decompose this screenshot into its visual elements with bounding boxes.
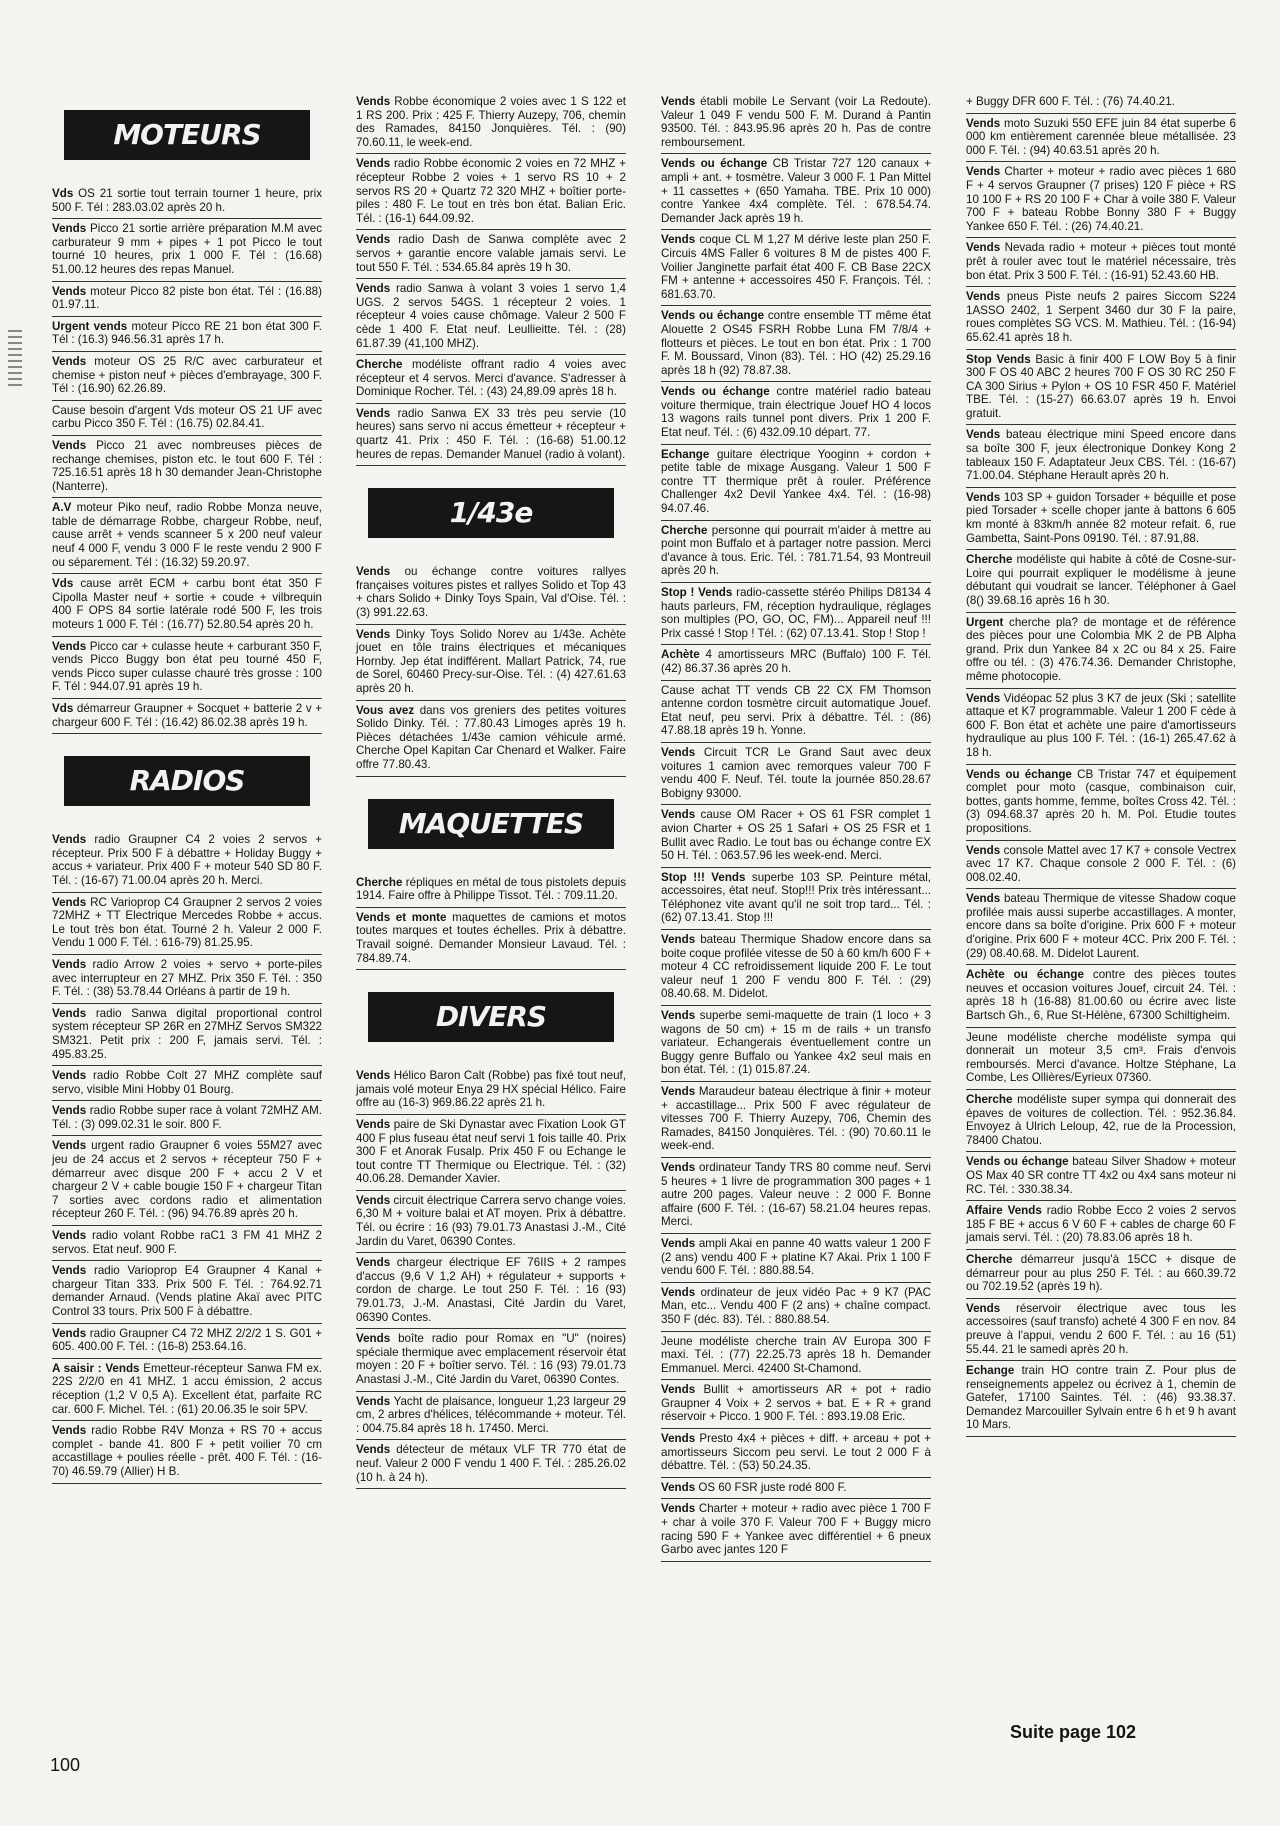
classified-ad	[52, 1066, 322, 1101]
classified-ad	[52, 317, 322, 352]
ad-text: cherche pla? de montage et de référence des pièces pour une Colombia MK 2 de PB Alpha grand. Prix dun Yankee 84 x 2C ou 84 x 25. Faire offre ou tél. : (3) 476.74.36. Demander Christophe, même photocopie.	[966, 615, 1236, 683]
ad-lead: Vends	[966, 843, 1001, 857]
ad-lead: Vends	[52, 1139, 87, 1153]
classified-ad	[966, 689, 1236, 765]
ad-lead: Vends ou échange	[661, 385, 770, 399]
classified-ad	[52, 1324, 322, 1359]
ad-lead: Vends	[52, 438, 87, 452]
classified-ad	[661, 154, 931, 230]
ad-lead: Vends	[356, 157, 391, 171]
ad-text: Emetteur-récepteur Sanwa FM ex. 22S 2/2/0 en 41 MHZ. 1 accu émission, 2 accus réception (1,2 V 0,5 A). Excellent état, parfaite RC car. 600 F. Michel. Tél. : (61) 20.06.35 le soir 5PV.	[52, 1361, 322, 1416]
ad-lead: Vends	[966, 490, 1001, 504]
ad-lead: Vends	[661, 1383, 696, 1397]
classified-ad	[966, 287, 1236, 349]
classified-ad	[966, 765, 1236, 841]
ad-lead: Vends	[356, 1332, 391, 1346]
ad-text: chargeur électrique EF 76IIS + 2 rampes d'accus (9,6 V 1,2 AH) + régulateur + supports + cordon de charge. Le tout 250 F. Tél. : 16 (93) 79.01.73, J.-M. Anastasi, Cité Jardin du Varet, 06390 Contes.	[356, 1256, 626, 1324]
classified-ad	[52, 1359, 322, 1421]
ad-lead: Cherche	[356, 358, 403, 372]
classified-ad	[356, 873, 626, 908]
ad-lead: Stop !!! Vends	[661, 870, 746, 884]
ad-text: ordinateur Tandy TRS 80 comme neuf. Servi 5 heures + 1 livre de programmation 300 pages + 1 autre 200 pages. Valeur neuve : 2 000 F. Bonne affaire (600 F. Tél. : (16-67) 58.21.04 heures repas. Merci.	[661, 1160, 931, 1229]
ad-text: train HO contre train Z. Pour plus de renseignements appelez ou écrivez à 1, chemin de Gatefer, 17100 Saintes. Tél. : (46) 93.38.37. Demandez Marcouiller Sylvain entre 6 h et 9 h avant 10 Mars.	[966, 1364, 1236, 1432]
classified-ad	[356, 404, 626, 466]
ad-text: répliques en métal de tous pistolets depuis 1914. Faire offre à Philippe Tissot. Tél. : 709.11.20.	[356, 875, 626, 903]
ad-text: démarreur Graupner + Socquet + batterie 2 v + chargeur 600 F. Tél : (16.42) 86.02.38 après 19 h.	[52, 702, 322, 729]
ad-lead: Vends	[356, 1394, 391, 1408]
ad-lead: Vends	[966, 241, 1001, 255]
ad-text: circuit électrique Carrera servo change voies. 6,30 M + voiture balai et AT moyen. Prix à débattre. Tél. ou écrire : 16 (93) 79.01.73 Anastasi J.-M., Cité Jardin du Varet, 06390 Contes.	[356, 1193, 626, 1248]
ad-text: contre ensemble TT même état Alouette 2 OS45 FSRH Robbe Luna FM 7/8/4 + flotteurs et pièces. Le tout en bon état. Prix : 1 700 F. M. Boussard, Vinon (83). Tél. : HO (42) 25.29.16 après 18 h (92) 78.87.38.	[661, 309, 931, 377]
classified-ad	[966, 425, 1236, 487]
ad-text: radio Sanwa EX 33 très peu servie (10 heures) sans servo ni accus émetteur + récepteur + quartz 41. Prix : 450 F. Tél. : (16-68) 51.00.12 heures de repas. Demander Manuel (radio à volant).	[356, 406, 626, 461]
ad-lead: Vends	[52, 639, 87, 653]
ad-text: superbe semi-maquette de train (1 loco + 3 wagons de 50 cm) + 15 m de rails + un transfo variateur. Echangerais éventuellement contre un Buggy genre Buffalo ou Yankee 4x2 seul mais en bon état. Tél. : (1) 015.87.24.	[661, 1009, 931, 1077]
classified-ad	[661, 930, 931, 1006]
ad-lead: Stop Vends	[966, 352, 1031, 366]
classified-ad	[966, 613, 1236, 689]
classified-ad	[966, 1361, 1236, 1437]
ad-lead: Vends	[356, 1069, 391, 1083]
classified-ad	[52, 830, 322, 892]
ad-lead: Vends	[966, 428, 1001, 442]
ad-text: moto Suzuki 550 EFE juin 84 état superbe 6 000 km entièrement carennée bleue métallisée. 23 000 F. Tél. : (94) 40.63.51 après 20 h.	[966, 116, 1236, 157]
ad-lead: Echange	[661, 447, 710, 461]
ad-text: RC Varioprop C4 Graupner 2 servos 2 voies 72MHZ + TT Electrique Mercedes Robbe + accus. Le tout très bon état. Tourné 2 h. Valeur 2 000 F. Vendu 1 000 F. Tél. : 616-79) 81.25.95.	[52, 895, 322, 950]
ad-lead: Vends	[356, 1193, 391, 1207]
ad-lead: Vends ou échange	[661, 309, 765, 323]
ad-text: guitare électrique Yooginn + cordon + petite table de mixage Ausgang. Valeur 1 500 F contre TT thermique prêt à rouler. Préférence Challenger 4x2 Devil Yankee 4x4. Tél. : (16-98) 94.07.46.	[661, 447, 931, 516]
section-banner-moteurs: MOTEURS	[64, 110, 310, 160]
ad-lead: Vends	[966, 1301, 1001, 1315]
classified-ad	[52, 352, 322, 401]
ad-text: Hélico Baron Calt (Robbe) pas fixé tout neuf, jamais volé moteur Enya 29 HX spécial Hélico. Faire offre au (16-3) 969.86.22 après 21 h.	[356, 1069, 626, 1110]
ad-text: 103 SP + guidon Torsader + béquille et pose pied Torsader + scelle choper jante à battons 6 605 km monté à 83km/h année 82 moteur refait. 6, rue Gambetta, Saint-Pons 09190. Tél. : 87.91,88.	[966, 490, 1236, 545]
ad-lead: Vends	[661, 1285, 696, 1299]
ad-text: radio Robbe R4V Monza + RS 70 + accus complet - bande 41. 800 F + petit voilier 70 cm accastillage + poulies réelle - prêt. 400 F. Tél. : (16-70) 46.59.79 (Allier) H B.	[52, 1424, 322, 1478]
classified-ad	[52, 219, 322, 281]
classified-ad	[966, 1250, 1236, 1299]
ad-text: maquettes de camions et motos toutes marques et toutes échelles. Prix à débattre. Travail soigné. Demander Monsieur Lavaud. Tél. : 784.89.74.	[356, 910, 626, 965]
ad-text: Yacht de plaisance, longueur 1,23 largeur 29 cm, 2 arbres d'hélices, télécommande + moteur. Tél. : 004.75.84 après 18 h. 17450. Merci.	[356, 1394, 626, 1435]
ad-lead: Vends	[966, 290, 1001, 304]
ad-lead: Affaire Vends	[966, 1204, 1042, 1218]
classified-ad	[356, 154, 626, 230]
classified-ad	[966, 162, 1236, 238]
ad-lead: Vends	[52, 222, 87, 236]
section-banner-maquettes: MAQUETTES	[368, 799, 614, 849]
classified-ad	[661, 521, 931, 583]
ad-lead: Vends	[966, 116, 1001, 130]
ad-text: OS 21 sortie tout terrain tourner 1 heure, prix 500 F. Tél : 283.03.02 après 20 h.	[52, 187, 322, 214]
ad-lead: Vends ou échange	[966, 767, 1072, 781]
ad-text: ampli Akai en panne 40 watts valeur 1 200 F (2 ans) vendu 400 F + platine K7 Akai. Prix 1 100 F vendu 600 F. Tél. : 880.88.54.	[661, 1236, 931, 1278]
ad-lead: Vends	[661, 1160, 696, 1174]
classified-ad	[52, 401, 322, 436]
ad-text: Presto 4x4 + pièces + diff. + arceau + pot + amortisseurs Siccom peu servi. Le tout 2 000 F à débattre. Tél. : (53) 50.24.35.	[661, 1432, 931, 1473]
classified-ad	[661, 1380, 931, 1429]
ad-text: Maraudeur bateau électrique à finir + moteur + accastillage... Prix 500 F avec régulateur de vitesses 700 F. Thierry Auzepy, 706, Chemin des Ramades, 84150 Jonquières. Tél. : (90) 70.60.11 le week-end.	[661, 1085, 931, 1153]
ad-lead: Vends	[661, 1432, 696, 1446]
ad-text: + Buggy DFR 600 F. Tél. : (76) 74.40.21.	[966, 95, 1175, 108]
classified-ad	[966, 1299, 1236, 1361]
classified-ad	[52, 184, 322, 219]
classified-ad	[356, 701, 626, 777]
ad-lead: Vends	[661, 1009, 696, 1023]
classified-ad	[661, 1499, 931, 1561]
classified-ad	[52, 1136, 322, 1226]
classified-ad	[356, 562, 626, 624]
ad-text: radio Sanwa digital proportional control system récepteur SP 26R en 27MHZ Servos SM322 SM321. Petit prix : 200 F, jamais servi. Tél. : 495.83.25.	[52, 1006, 322, 1061]
classified-ad	[661, 306, 931, 382]
ad-lead: Vends	[661, 1085, 696, 1098]
ad-lead: Vends	[356, 1443, 391, 1457]
ad-lead: Vends	[52, 895, 87, 909]
column-3	[661, 92, 931, 1562]
classified-ad	[661, 1158, 931, 1234]
classified-ad	[661, 805, 931, 867]
ad-lead: Vends	[52, 833, 87, 847]
ad-text: radio Robbe économic 2 voies en 72 MHZ + récepteur Robbe 2 voies + 1 servo RS 10 + 2 servos RS 20 + Quartz 72 320 MHZ + boîtier porte-piles : 480 F. Le tout en très bon état. Balian Eric. Tél. : (16-1) 644.09.92.	[356, 157, 626, 225]
ad-text: radio Dash de Sanwa complète avec 2 servos + garantie encore valable jamais servi. Le tout 550 F. Tél. : 534.65.84 après 19 h 30.	[356, 233, 626, 274]
ad-lead: A saisir : Vends	[52, 1361, 140, 1375]
ad-lead: Vends	[356, 406, 391, 420]
classified-ad	[356, 1191, 626, 1253]
ad-lead: Vends	[661, 233, 696, 247]
classified-ad	[966, 1028, 1236, 1090]
ad-text: radio Graupner C4 72 MHZ 2/2/2 1 S. G01 + 605. 400.00 F. Tél. : (16-8) 253.64.16.	[52, 1326, 322, 1354]
classified-ad	[52, 574, 322, 636]
classified-ad	[661, 1429, 931, 1478]
classified-ad	[661, 743, 931, 805]
ad-text: bateau électrique mini Speed encore dans sa boîte 300 F, jeux électronique Donkey Kong 2 tableaux 150 F. Adaptateur Jeux CBS. Tél. : (16-67) 71.00.04. Stéphane Herault après 20 h.	[966, 428, 1236, 483]
classified-ad	[356, 1392, 626, 1441]
classified-ad	[356, 230, 626, 279]
classified-ad	[52, 1226, 322, 1261]
ad-text: urgent radio Graupner 6 voies 55M27 avec jeu de 24 accus et 2 servos + récepteur 750 F + démarreur avec disque 200 F + accu 2 V et chargeur 2 V + cable bougie 150 F + chargeur Titan 7 sorties avec cordons radio et alimentation récepteur 260 F. Tél. : (96) 94.76.89 après 20 h.	[52, 1139, 322, 1221]
ad-lead: Vends	[356, 282, 391, 296]
classified-ad	[52, 955, 322, 1004]
ad-text: bateau Thermique Shadow encore dans sa boite coque profilée vitesse de 50 à 60 km/h 600 F + moteur 4 CC refroidissement liquide 200 F. Le tout valeur neuf 1 200 F vendu 800 F. Tél. : (29) 08.40.68. M. Didelot.	[661, 933, 931, 1001]
classified-ad	[356, 625, 626, 701]
ad-text: console Mattel avec 17 K7 + console Vectrex avec 17 K7. Chaque console 2 000 F. Tél. : (6) 008.02.40.	[966, 843, 1236, 884]
classified-ad	[966, 114, 1236, 163]
ad-text: Robbe économique 2 voies avec 1 S 122 et 1 RS 200. Prix : 425 F. Thierry Auzepy, 706, chemin des Ramades, 84150 Jonquières. Tél. : (90) 70.60.11, le week-end.	[356, 95, 626, 149]
ad-text: radio Graupner C4 2 voies 2 servos + récepteur. Prix 500 F à débattre + Holiday Buggy + accus + variateur. Prix 400 F + moteur 540 SD 80 F. Tél. : (16-67) 71.00.04 après 20 h. Merci.	[52, 833, 322, 887]
ad-text: Nevada radio + moteur + pièces tout monté prêt à rouler avec tout le matériel nécessaire, très bon état. Prix 3 500 F. Tél. : (16-91) 52.43.60 HB.	[966, 241, 1236, 282]
ad-text: détecteur de métaux VLF TR 770 état de neuf. Valeur 2 000 F vendu 1 400 F. Tél. : 285.26.02 (10 h. à 24 h).	[356, 1443, 626, 1484]
column-2	[356, 92, 626, 1489]
ad-text: Basic à finir 400 F LOW Boy 5 à finir 300 F OS 40 ABC 2 heures 700 F OS 30 RC 250 F CA 300 Sirius + Pylon + OS 10 FSR 450 F. Matériel TBE. Tél. : (15-27) 66.63.07 après 19 h. Envoi gratuit.	[966, 352, 1236, 420]
ad-text: dans vos greniers des petites voitures Solido Dinky. Tél. : 77.80.43 Limoges après 19 h. Pièces détachées 1/43e camion véhicule armé. Cherche Opel Kapitan Car Chenard et Walker. Faire offre 77.80.43.	[356, 703, 626, 771]
ad-lead: Vends	[52, 1006, 87, 1020]
ad-text: ou échange contre voitures rallyes françaises voitures pistes et rallyes Solido et Top 43 + chars Solido + Dinky Toys Spain, Val d'Oise. Tél. : (3) 991.22.63.	[356, 565, 626, 620]
ad-text: Circuit TCR Le Grand Saut avec deux voitures 1 camion avec remorques valeur 700 F vendu 400 F. Neuf. Tél. toute la journée 850.28.67 Bobigny 93000.	[661, 745, 931, 800]
classified-ad	[356, 1115, 626, 1191]
classified-ad	[52, 498, 322, 574]
ad-text: cause OM Racer + OS 61 FSR complet 1 avion Charter + OS 25 1 Safari + OS 25 FSR et 1 Bullit avec Radio. Le tout bas ou échange contre EX 50 H. Tél. : 063.57.96 les week-end. Merci.	[661, 808, 931, 863]
ad-lead: Cherche	[966, 1252, 1013, 1266]
ad-text: CB Tristar 747 et équipement complet pour moto (casque, combinaison cuir, bottes, gants homme, femme, boîtes Cross 42. Tél. : (3) 094.68.37 après 20 h. M. Pol. Etudie toutes propositions.	[966, 767, 1237, 835]
ad-text: moteur Piko neuf, radio Robbe Monza neuve, table de démarrage Robbe, chargeur Robbe, neuf, cause arrêt + vends scanneer 5 x 200 neuf valeur neuf 4 000 F, vendu 3 000 F le reste vendu 2 900 F ou séparement. Tél : (16.32) 59.20.97.	[52, 501, 322, 569]
classified-ad	[356, 1253, 626, 1329]
ad-text: contre matériel radio bateau voiture thermique, train électrique Jouef HO 4 locos 13 wagons rails tunnel pont divers. Prix 1 200 F. Etat neuf. Tél. : (6) 432.09.10 départ. 77.	[661, 385, 931, 440]
classified-ad	[356, 355, 626, 404]
ad-text: établi mobile Le Servant (voir La Redoute). Valeur 1 049 F vendu 500 F. M. Durand à Pantin 93500. Tél. : 843.95.96 après 20 h. Pas de contre remboursement.	[661, 95, 931, 149]
classified-ad	[52, 282, 322, 317]
ad-lead: Vends	[52, 1326, 87, 1340]
classified-ad	[661, 868, 931, 930]
classified-ad	[661, 1478, 931, 1500]
classified-ad	[966, 550, 1236, 612]
ad-text: Picco 21 sortie arrière préparation M.M avec carburateur 9 mm + pipes + 1 pot Picco le tout tourné 10 heures, prix 1 000 F. Tél : (16.68) 51.00.12 heures des repas Manuel.	[52, 222, 322, 276]
ad-text: Charter + moteur + radio avec pièce 1 700 F + char à voile 370 F. Valeur 700 F + Buggy micro racing 590 F + Yankee avec différentiel + 6 pneux Garbo avec jantes 120 F	[661, 1502, 931, 1557]
moteurs-list	[52, 184, 322, 734]
ad-lead: Vends	[661, 1502, 696, 1516]
classified-ad	[966, 92, 1236, 114]
classified-ad	[661, 445, 931, 521]
ad-text: Jeune modéliste cherche train AV Europa 300 F maxi. Tél. : (77) 22.25.73 après 18 h. Demander Emmanuel. Merci. 42400 St-Chamond.	[661, 1334, 931, 1375]
ad-text: boîte radio pour Romax en "U" (noires) spéciale thermique avec emplacement réservoir état moyen : 20 F + boîtier servo. Tél. : 16 (93) 79.01.73 Anastasi J.-M., Cité Jardin du Varet, 06390 Contes.	[356, 1332, 626, 1386]
classified-ad	[661, 1006, 931, 1082]
scan-edge-marks	[8, 330, 22, 390]
ad-lead: Vends	[661, 1236, 696, 1250]
ad-lead: Vends	[52, 1424, 87, 1438]
ad-text: Cause achat TT vends CB 22 CX FM Thomson antenne cordon tosmètre circuit automatique Jouef. Etat neuf, peu servi. Prix à débattre. Tél. : (86) 47.88.18 après 19 h. Yonne.	[661, 683, 931, 738]
ad-text: modéliste offrant radio 4 voies avec récepteur et 4 servos. Merci d'avance. S'adresser à Dominique Rocher. Tél. : (43) 24,89.09 après 18 h.	[356, 358, 626, 399]
classified-ad	[356, 1066, 626, 1115]
classified-ad	[661, 1283, 931, 1332]
classified-ad	[52, 893, 322, 955]
classified-ad	[661, 681, 931, 743]
classified-ad	[966, 965, 1236, 1027]
ad-text: radio Robbe Colt 27 MHZ complète sauf servo, visible Mini Hobby 01 Bourg.	[52, 1069, 322, 1096]
ad-text: radio volant Robbe raC1 3 FM 41 MHZ 2 servos. Etat neuf. 900 F.	[52, 1229, 322, 1256]
ad-text: Picco 21 avec nombreuses pièces de rechange chemises, piston etc. le tout 600 F. Tél : 725.16.51 après 18 h 30 demander Jean-Christophe (Nanterre).	[52, 438, 322, 493]
classified-ad	[966, 238, 1236, 287]
classified-ad	[52, 436, 322, 498]
ad-text: CB Tristar 727 120 canaux + ampli + ant. + tosmètre. Valeur 3 000 F. 1 Pan Mittel + 11 cassettes + (650 Yamaha. TBE. Prix 10 000) contre Yankee 4x4 complète. Tél. : 678.54.74. Demander Jack après 19 h.	[661, 157, 932, 225]
classified-ad	[966, 1152, 1236, 1201]
ad-lead: Vous avez	[356, 703, 415, 717]
classified-ad	[966, 488, 1236, 550]
ad-lead: Vends	[661, 95, 696, 108]
ad-text: radio Robbe Ecco 2 voies 2 servos 185 F BE + accus 6 V 60 F + cables de charge 60 F jamais servi. Tél. : (20) 78.83.06 après 18 h.	[966, 1204, 1236, 1245]
ad-text: radio Robbe super race à volant 72MHZ AM. Tél. : (3) 099.02.31 le soir. 800 F.	[52, 1104, 322, 1131]
ad-text: superbe 103 SP. Peinture métal, accessoires, état neuf. Stop!!! Prix très intéressant... Téléphonez vite avant qu'il ne soit trop tard... Tél. : (62) 07.13.41. Stop !!!	[661, 870, 932, 925]
ad-lead: Vends	[661, 745, 696, 759]
ad-lead: Vends	[52, 957, 87, 971]
ad-lead: Vends	[356, 95, 391, 108]
ad-lead: Cherche	[356, 875, 403, 889]
classified-ad	[356, 1329, 626, 1391]
classified-ad	[661, 645, 931, 680]
continued-note: Suite page 102	[1010, 1722, 1137, 1742]
classified-ad	[966, 1090, 1236, 1152]
classified-ad	[356, 279, 626, 355]
classified-ad	[966, 350, 1236, 426]
classified-ad	[52, 1004, 322, 1066]
ad-text: Vidéopac 52 plus 3 K7 de jeux (Ski ; satellite attaque et K7 programmable. Valeur 1 200 F cède à 600 F. Bon état et achète une paire d'amortisseurs hydraulique au plus 100 F. Tél. : (16-1) 265.47.62 à 18 h.	[966, 691, 1236, 759]
classified-ad	[661, 92, 931, 154]
classified-ad	[661, 1234, 931, 1283]
ad-text: Dinky Toys Solido Norev au 1/43e. Achète jouet en tôle trains électriques et mécaniques Hornby. Jep état indifférent. Mallart Patrick, 74, rue de Sorel, 60460 Precy-sur-Oise. Tél. : (4) 427.61.63 après 20 h.	[356, 627, 626, 695]
classified-ad	[52, 699, 322, 734]
ad-lead: Vds	[52, 577, 74, 591]
classified-ad	[356, 908, 626, 970]
ad-lead: Vends	[356, 627, 391, 641]
ad-lead: Vends	[356, 1256, 391, 1270]
ad-text: radio Sanwa à volant 3 voies 1 servo 1,4 UGS. 2 servos 54GS. 1 récepteur 2 voies. 1 récepteur 4 voies cause chômage. Valeur 2 500 F cède 1 400 F. Etat neuf. Leullieitte. Tél. : (28) 61.87.39 (41,100 MHZ).	[356, 282, 626, 350]
ad-text: pneus Piste neufs 2 paires Siccom S224 1ASSO 2402, 1 Serpent 3460 dur 30 F la paire, roues complètes SG VCS. M. Mathieu. Tél. : (16-94) 65.62.41 après 18 h.	[966, 290, 1236, 344]
ad-lead: Vends	[966, 892, 1001, 906]
classified-ad	[52, 637, 322, 699]
section-banner-scale: 1/43e	[368, 488, 614, 538]
column-4	[966, 92, 1236, 1437]
ad-lead: Vends	[52, 354, 87, 368]
classified-ad	[356, 92, 626, 154]
ad-text: Picco car + culasse heute + carburant 350 F, vends Picco Buggy bon état peu tourné 450 F, vends Picco super culasse chauré très grosse : 100 F. Tél : 944.07.91 après 19 h.	[52, 639, 322, 694]
classified-ad	[661, 1332, 931, 1381]
ad-text: modéliste qui habite à côté de Cosne-sur-Loire qui pourrait expliquer le modélisme à jeune débutant qui voudrait se lancer. Téléphoner à Gael (8() 39.68.16 après 16 h 30.	[966, 553, 1236, 607]
ad-lead: Cherche	[661, 523, 708, 537]
ad-lead: Vends	[966, 691, 1001, 705]
ad-text: radio Arrow 2 voies + servo + porte-piles avec interrupteur en 27 MHZ. Prix 350 F. Tél. : 350 F. Tél. : (38) 53.78.44 Orléans à partir de 19 h.	[52, 957, 322, 999]
ad-text: démarreur jusqu'à 15CC + disque de démarreur pour au plus 250 F. Tél. : au 660.39.72 ou 702.19.52 (après 19 h).	[966, 1252, 1236, 1294]
ad-text: bateau Thermique de vitesse Shadow coque profilée mais aussi superbe accastillages. A monter, encore dans sa boîte d'origine. Prix 600 F + moteur d'origine. Prix 600 F + moteur 4CC. Prix 200 F. Tél. : (29) 08.40.68. M. Didelot Laurent.	[966, 892, 1236, 960]
column-1	[52, 92, 322, 1484]
ad-text: radio Varioprop E4 Graupner 4 Kanal + chargeur Titan 333. Prix 500 F. Tél. : 764.92.71 demander Arnaud. (Vends platine Akaï avec PITC Control 33 tours. Prix 500 F à débattre.	[52, 1264, 322, 1318]
ad-lead: Vds	[52, 702, 74, 715]
ad-text: paire de Ski Dynastar avec Fixation Look GT 400 F plus fuseau état neuf servi 1 fois taille 40. Prix 300 F et Anorak Fusalp. Prix 450 F ou Echange le tout contre TT Thermique ou Electrique. Tél. : (32) 40.06.28. Demander Xavier.	[356, 1117, 626, 1186]
ad-text: 4 amortisseurs MRC (Buffalo) 100 F. Tél. (42) 86.37.36 après 20 h.	[661, 648, 931, 675]
ad-lead: Vends	[661, 1480, 696, 1494]
ad-text: coque CL M 1,27 M dérive leste plan 250 F. Circuis 4MS Faller 6 voitures 8 M de pistes 400 F. Voilier Janginette parfait état 400 F. CB Base 22CX FM + antenne + accessoires 450 F. François. Tél. : 681.63.70.	[661, 233, 931, 301]
classified-ad	[52, 1421, 322, 1483]
ad-lead: Vends	[52, 1229, 87, 1243]
ad-lead: A.V	[52, 501, 72, 515]
ad-lead: Vends	[661, 933, 696, 947]
radios-list	[52, 830, 322, 1483]
ad-lead: Vends ou échange	[966, 1155, 1069, 1169]
classified-ad	[661, 230, 931, 306]
ad-text: modéliste super sympa qui donnerait des épaves de voitures de collection. Tél. : 952.36.84. Envoyez à Ulrich Leloup, 42, rue de la Procession, 78400 Chatou.	[966, 1093, 1236, 1147]
ad-text: bateau Silver Shadow + moteur OS Max 40 SR contre TT 4x2 ou 4x4 sans moteur ni RC. Tél. : 330.38.34.	[966, 1155, 1236, 1196]
ad-text: radio-cassette stéréo Philips D8134 4 hauts parleurs, FM, réception hydraulique, réglages son multiples (PO, GO, OC, FM)... Appareil neuf !!! Prix cassé ! Stop ! Tél. : (62) 07.13.41. Stop ! Stop !	[661, 586, 931, 640]
ad-text: moteur OS 25 R/C avec carburateur et chemise + piston neuf + pièces d'embrayage, 300 F. Tél : (16.90) 62.26.89.	[52, 354, 322, 396]
ad-lead: Vends	[52, 1264, 87, 1278]
ad-text: Bullit + amortisseurs AR + pot + radio Graupner 4 Voix + 2 servos + bat. E + R + grand réservoir + Picco. 1 900 F. Tél. : 893.19.08 Eric.	[661, 1383, 931, 1424]
classified-ad	[661, 382, 931, 444]
ad-lead: Stop ! Vends	[661, 586, 733, 599]
classified-ad	[661, 1082, 931, 1158]
ad-lead: Vends	[356, 1117, 391, 1131]
ad-lead: Vends	[661, 808, 696, 822]
ad-lead: Vends	[52, 1104, 87, 1118]
ad-lead: Cherche	[966, 553, 1013, 567]
ad-lead: Cherche	[966, 1093, 1013, 1106]
classified-ad	[356, 1440, 626, 1489]
scale-list	[356, 562, 626, 776]
classified-ad	[966, 841, 1236, 890]
classified-ad	[52, 1101, 322, 1136]
classified-ad	[661, 583, 931, 645]
ad-lead: Vends	[356, 233, 391, 247]
section-banner-divers: DIVERS	[368, 992, 614, 1042]
ad-text: moteur Picco 82 piste bon état. Tél : (16.88) 01.97.11.	[52, 284, 322, 312]
radios-continued-list	[356, 92, 626, 466]
divers-list-col3	[661, 92, 931, 1562]
ad-text: Charter + moteur + radio avec pièces 1 680 F + 4 servos Graupner (7 prises) 120 F pièce + RS 10 100 F + RS 20 100 F + Char à voile 380 F. Valeur 700 F + bateau Robbe Bonny 380 F + Buggy Yankee 650 F. Tél. : (26) 74.40.21.	[966, 165, 1236, 233]
ad-lead: Vds	[52, 187, 74, 200]
divers-list-col4	[966, 92, 1236, 1437]
classified-ad	[966, 1201, 1236, 1250]
maquettes-list	[356, 873, 626, 971]
ad-text: Cause besoin d'argent Vds moteur OS 21 UF avec carbu Picco 350 F. Tél : (16.75) 02.84.41.	[52, 403, 322, 431]
ad-text: OS 60 FSR juste rodé 800 F.	[695, 1480, 847, 1494]
ad-lead: Urgent	[966, 615, 1004, 629]
ad-lead: Vends	[356, 565, 391, 579]
ad-lead: Vends	[966, 165, 1001, 179]
divers-list	[356, 1066, 626, 1489]
ad-text: Jeune modéliste cherche modéliste sympa qui donnerait un moteur 3,5 cm³. Frais d'envois remboursés. Merci d'avance. Holtze Stéphane, La Combe, Les Ollières/Eyrieux 07360.	[966, 1030, 1236, 1085]
ad-lead: Vends	[52, 1069, 87, 1083]
ad-text: moteur Picco RE 21 bon état 300 F. Tél : (16.3) 946.56.31 après 17 h.	[52, 319, 323, 347]
ad-text: ordinateur de jeux vidéo Pac + 9 K7 (PAC Man, etc... Vendu 400 F (2 ans) + chaîne compact. 350 F (déc. 83). Tél. : 880.88.54.	[661, 1285, 931, 1326]
ad-text: personne qui pourrait m'aider à mettre au point mon Buffalo et à partager notre passion. Merci d'avance à tous. Eric. Tél. : 781.71.54, 93 Montreuil après 20 h.	[661, 523, 931, 578]
ad-lead: Urgent vends	[52, 319, 128, 333]
page-number: 100	[50, 1755, 81, 1775]
ad-lead: Echange	[966, 1364, 1015, 1378]
ad-lead: Achète ou échange	[966, 968, 1084, 982]
ad-lead: Achète	[661, 648, 700, 662]
ad-lead: Vends ou échange	[661, 157, 768, 171]
section-banner-radios: RADIOS	[64, 756, 310, 806]
ad-text: réservoir électrique avec tous les accessoires (sauf transfo) acheté 4 300 F en nov. 84 preuve à l'appui, vendu 2 600 F. Tél. : au 16 (51) 55.44. 21 le samedi après 20 h.	[966, 1301, 1236, 1356]
ad-text: contre des pièces toutes neuves et occasion voitures Jouef, circuit 24. Tél. : après 18 h (16-88) 81.00.60 ou écrire avec liste Bartsch Gh., 6, Rue St-Hélène, 67300 Schiltigheim.	[966, 968, 1236, 1023]
classified-ad	[52, 1261, 322, 1323]
ad-lead: Vends	[52, 284, 87, 298]
ad-lead: Vends et monte	[356, 910, 447, 924]
classified-ad	[966, 889, 1236, 965]
ad-text: cause arrêt ECM + carbu bont état 350 F Cipolla Master neuf + sortie + coude + vilbrequin 400 F OPS 84 sortie latérale rodé 500 F, les trois moteurs 1 000 F. Tél : (16.77) 52.80.54 après 20 h.	[52, 577, 322, 632]
